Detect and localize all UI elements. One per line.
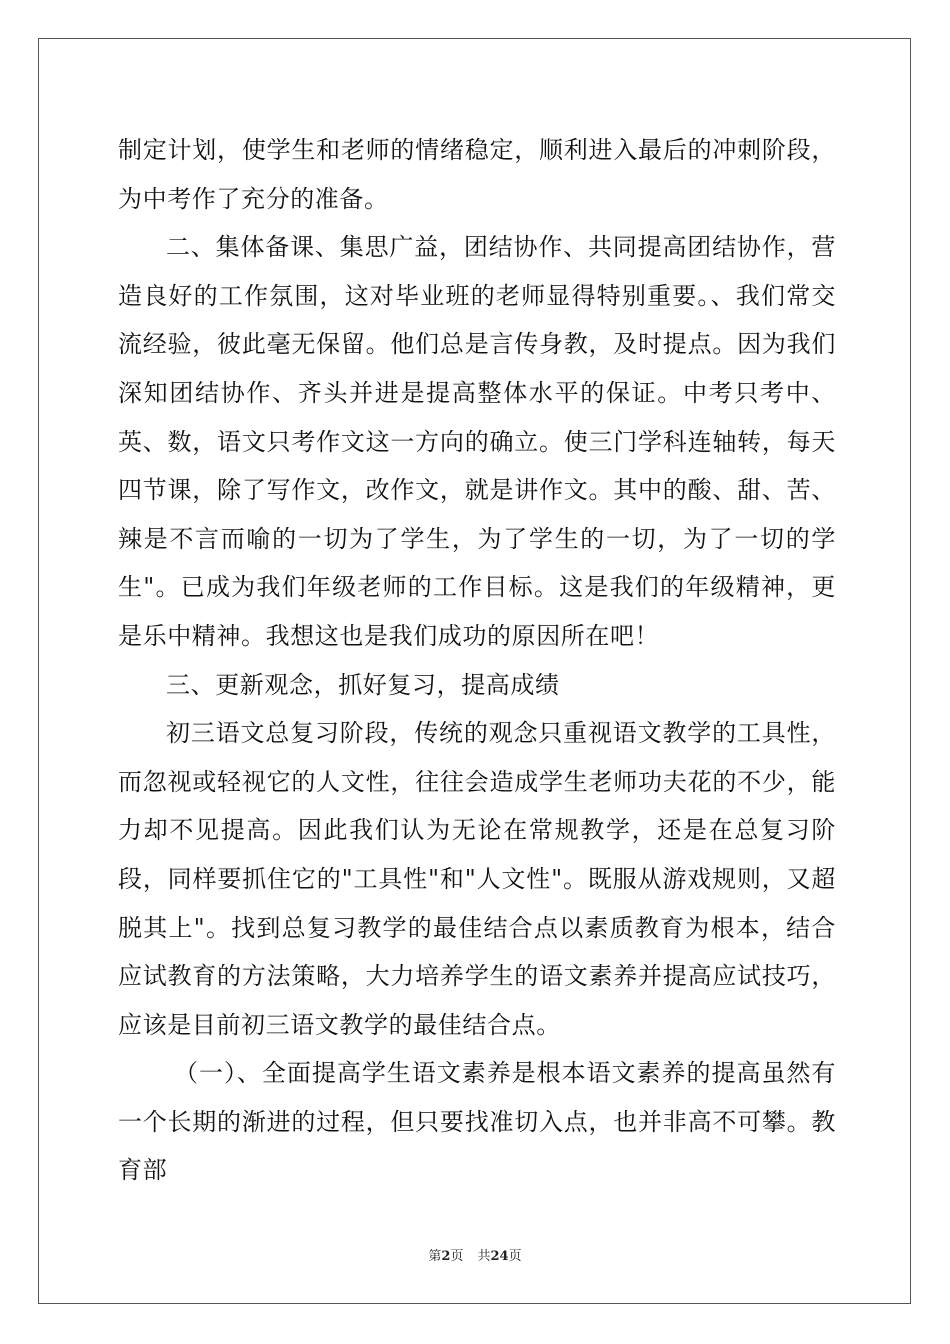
document-body (118, 126, 836, 1195)
section-heading-three: 三、更新观念，抓好复习，提高成绩 (166, 670, 560, 699)
paragraph-section-two: 二、集体备课、集思广益，团结协作、共同提高团结协作，营造良好的工作氛围，这对毕业班的老师显得特别重要。、我们常交流经验，彼此毫无保留。他们总是言传身教，及时提点。因为我们深知团结协作、齐头并进是提高整体水平的保证。中考只考中、英、数，语文只考作文这一方向的确立。使三门学科连轴转，每天四节课，除了写作文，改作文，就是讲作文。其中的酸、甜、苦、辣是不言而喻的一切为了学生，为了学生的一切，为了一切的学生"。已成为我们年级老师的工作目标。这是我们的年级精神，更是乐中精神。我想这也是我们成功的原因所在吧！ (118, 233, 836, 650)
page-footer (0, 1248, 950, 1266)
paragraph-review-stage: 初三语文总复习阶段，传统的观念只重视语文教学的工具性，而忽视或轻视它的人文性，往往会造成学生老师功夫花的不少，能力却不见提高。因此我们认为无论在常规教学，还是在总复习阶段，同样要抓住它的"工具性"和"人文性"。既服从游戏规则，又超脱其上"。找到总复习教学的最佳结合点以素质教育为根本，结合应试教育的方法策略，大力培养学生的语文素养并提高应试技巧，应该是目前初三语文教学的最佳结合点。 (118, 719, 836, 1039)
page-number: 2 (441, 1249, 451, 1264)
total-suffix: 页 (508, 1249, 522, 1264)
page-suffix: 页 (450, 1249, 464, 1264)
page-prefix: 第 (428, 1249, 442, 1264)
paragraph-continuation: 制定计划，使学生和老师的情绪稳定，顺利进入最后的冲刺阶段，为中考作了充分的准备。 (118, 136, 836, 213)
paragraph-subsection-one: （一）、全面提高学生语文素养是根本语文素养的提高虽然有一个长期的渐进的过程，但只要找准切入点，也并非高不可攀。教育部 (118, 1059, 836, 1185)
total-pages: 24 (490, 1249, 509, 1264)
total-prefix: 共 (477, 1249, 491, 1264)
